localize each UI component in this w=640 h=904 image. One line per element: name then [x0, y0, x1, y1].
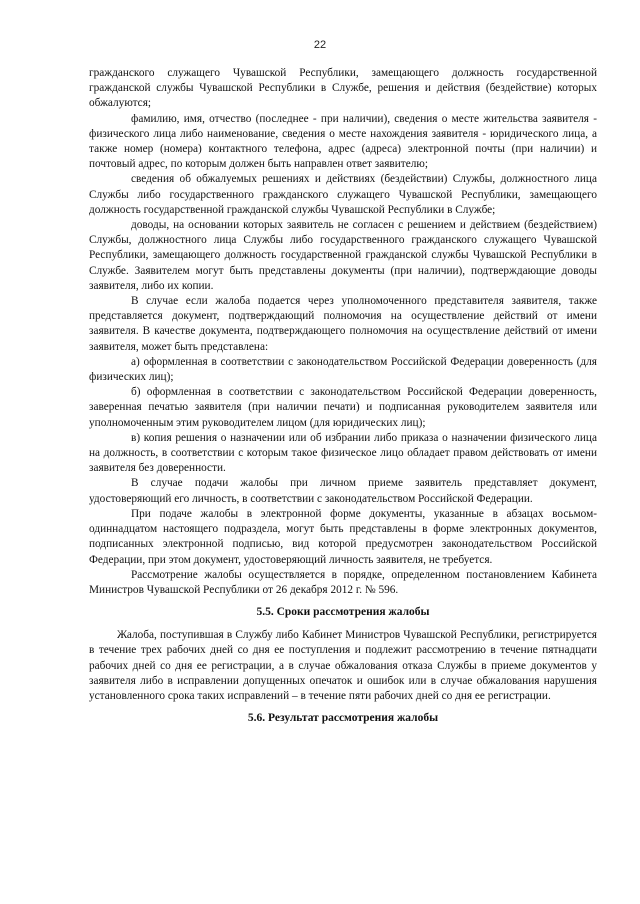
- list-item: б) оформленная в соответствии с законодательством Российской Федерации доверенность, заверенная печатью заявителя (при наличии печати) и подписанная руководителем заявителя или уполномоченным этим руководителем лицом (для юридических лиц);: [89, 386, 597, 429]
- paragraph: доводы, на основании которых заявитель не согласен с решением и действием (бездействием) Службы, должностного лица Службы либо государственного гражданского служащего Чувашской Республики, замещающего должность государственной гражданской службы Чувашской Республики в Службе. Заявителем могут быть представлены документы (при наличии), подтверждающие доводы заявителя, либо их копии.: [89, 219, 597, 292]
- paragraph: фамилию, имя, отчество (последнее - при наличии), сведения о месте жительства заявителя - физического лица либо наименование, сведения о месте нахождения заявителя - юридического лица, а также номер (номера) контактного телефона, адрес (адреса) электронной почты (при наличии) и почтовый адрес, по которым должен быть направлен ответ заявителю;: [89, 112, 597, 171]
- paragraph: В случае подачи жалобы при личном приеме заявитель представляет документ, удостоверяющий его личность, в соответствии с законодательством Российской Федерации.: [89, 477, 597, 505]
- paragraph: гражданского служащего Чувашской Республики, замещающего должность государственной гражданской службы Чувашской Республики в Службе, решения и действия (бездействие) которых обжалуются;: [89, 67, 597, 110]
- list-item: в) копия решения о назначении или об избрании либо приказа о назначении физического лица на должность, в соответствии с которым такое физическое лицо обладает правом действовать от имени заявителя без доверенности.: [89, 431, 597, 475]
- list-item: а) оформленная в соответствии с законодательством Российской Федерации доверенность (для физических лиц);: [89, 355, 597, 384]
- section-heading: 5.6. Результат рассмотрения жалобы: [247, 712, 439, 725]
- paragraph: При подаче жалобы в электронной форме документы, указанные в абзацах восьмом-одиннадцатом настоящего подраздела, могут быть представлены в форме электронных документов, подписанных электронной подписью, вид которой предусмотрен законодательством Российской Федерации, при этом документ, удостоверяющий личность заявителя, не требуется.: [89, 507, 597, 566]
- paragraph: В случае если жалоба подается через уполномоченного представителя заявителя, также представляется документ, подтверждающий полномочия на осуществление действий от имени заявителя. В качестве документа, подтверждающего полномочия на осуществление действий от имени заявителя, может быть представлена:: [89, 295, 597, 353]
- page-number: 22: [313, 39, 327, 51]
- paragraph: Жалоба, поступившая в Службу либо Кабинет Министров Чувашской Республики, регистрируется в течение трех рабочих дней со дня ее поступления и подлежит рассмотрению в течение пятнадцати рабочих дней со дня ее регистрации, а в случае обжалования отказа Службы в приеме документов у заявителя либо в исправлении допущенных опечаток и ошибок или в случае обжалования нарушения установленного срока таких исправлений – в течение пяти рабочих дней со дня ее регистрации.: [89, 629, 597, 702]
- page-content: [89, 66, 597, 734]
- paragraph: Рассмотрение жалобы осуществляется в порядке, определенном постановлением Кабинета Министров Чувашской Республики от 26 декабря 2012 г. № 596.: [89, 568, 597, 596]
- paragraph: сведения об обжалуемых решениях и действиях (бездействии) Службы, должностного лица Службы либо государственного гражданского служащего Чувашской Республики, замещающего должность государственной гражданской службы Чувашской Республики в Службе;: [89, 173, 597, 216]
- section-heading: 5.5. Сроки рассмотрения жалобы: [256, 606, 430, 619]
